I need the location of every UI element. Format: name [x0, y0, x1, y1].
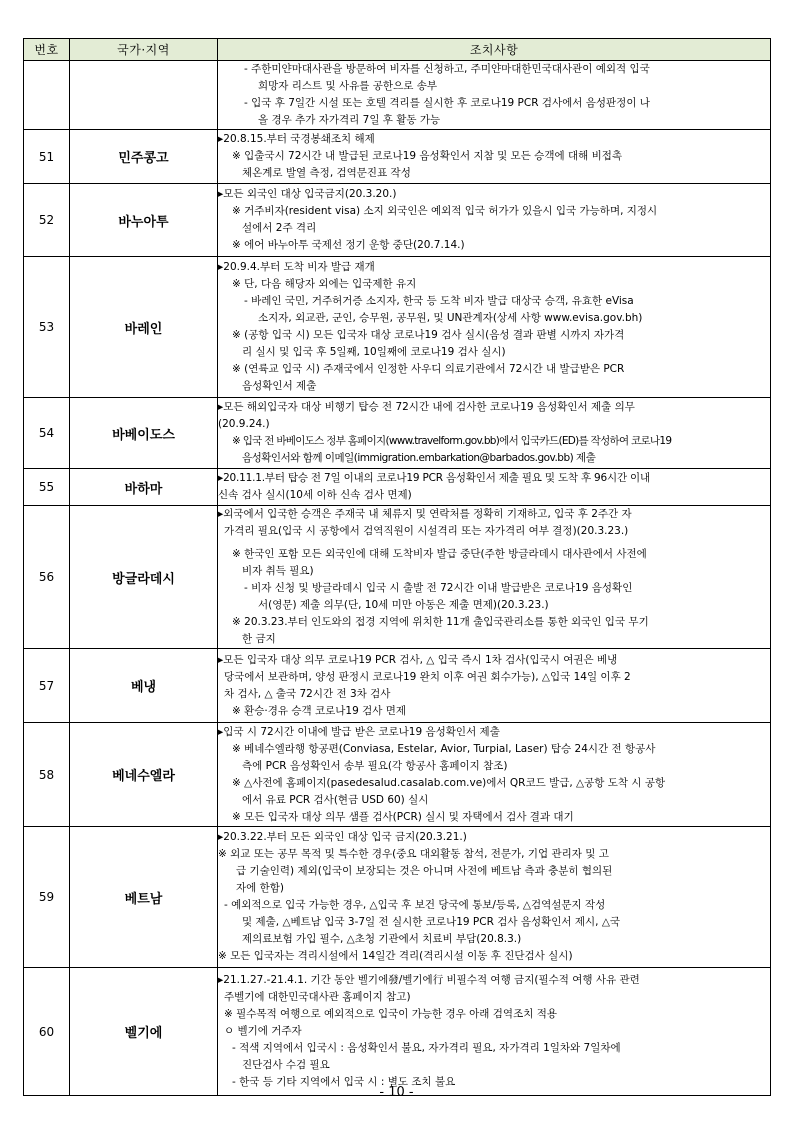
row-number: 57 [24, 649, 70, 723]
measures-table [23, 38, 771, 1096]
header-measures: 조치사항 [218, 39, 771, 61]
row-measures [218, 398, 771, 469]
header-country: 국가·지역 [70, 39, 218, 61]
table-row [24, 61, 771, 130]
measure-line: 올 경우 추가 자가격리 7일 후 활동 가능 [258, 114, 441, 126]
row-measures [218, 130, 771, 184]
measure-line: ※ 한국인 포함 모든 외국인에 대해 도착비자 발급 중단(주한 방글라데시 대사관에서 사전에 [232, 548, 647, 560]
measure-line: 진단검사 수검 필요 [242, 1059, 330, 1071]
measure-line: ▸20.11.1.부터 탑승 전 7일 이내의 코로나19 PCR 음성확인서 제출 필요 및 도착 후 96시간 이내 [218, 472, 650, 484]
measure-line: ※ △사전에 홈페이지(pasedesalud.casalab.com.ve)에서 QR코드 발급, △공항 도착 시 공항 [232, 776, 666, 789]
measure-line: (20.9.24.) [218, 418, 270, 430]
header-no: 번호 [24, 39, 70, 61]
measure-line: ※ 베네수엘라행 항공편(Conviasa, Estelar, Avior, Turpial, Laser) 탑승 24시간 전 항공사 [232, 742, 656, 755]
row-country: 바하마 [70, 469, 218, 506]
row-number: 55 [24, 469, 70, 506]
measure-line: 신속 검사 실시(10세 이하 신속 검사 면제) [218, 489, 412, 501]
measure-line: 급 기술인력) 제외(입국이 보장되는 것은 아니며 사전에 베트남 측과 충분히 협의된 [236, 865, 613, 877]
measure-line: ▸20.3.22.부터 모든 외국인 대상 입국 금지(20.3.21.) [218, 831, 467, 843]
measure-line: - 한국 등 기타 지역에서 입국 시 : 별도 조치 불요 [232, 1076, 456, 1088]
measure-line: - 바레인 국민, 거주허거증 소지자, 한국 등 도착 비자 발급 대상국 승객, 유효한 eVisa [244, 295, 634, 307]
row-country: 벨기에 [70, 968, 218, 1096]
measure-line: ※ 거주비자(resident visa) 소지 외국인은 예외적 입국 허가가 있을시 입국 가능하며, 지정시 [232, 205, 658, 217]
page-number: - 10 - [379, 1085, 414, 1100]
measure-line: ※ 에어 바누아투 국제선 정기 운항 중단(20.7.14.) [232, 239, 465, 251]
row-country: 베냉 [70, 649, 218, 723]
row-measures [218, 184, 771, 257]
table-row [24, 257, 771, 398]
table-row [24, 968, 771, 1096]
measure-line: 리 실시 및 입국 후 5일째, 10일째에 코로나19 검사 실시) [242, 346, 506, 358]
row-country: 바레인 [70, 257, 218, 398]
measure-line: ▸21.1.27.-21.4.1. 기간 동안 벨기에發/벨기에行 비필수적 여행 금지(필수적 여행 사유 관련 [218, 974, 640, 986]
measure-line: 측에 PCR 음성확인서 송부 필요(각 항공사 홈페이지 참조) [242, 759, 508, 772]
row-measures [218, 723, 771, 827]
measure-line: ※ 입출국시 72시간 내 발급된 코로나19 음성확인서 지참 및 모든 승객에 대해 비접촉 [232, 150, 623, 162]
row-country: 민주콩고 [70, 130, 218, 184]
measure-line: ▸20.9.4.부터 도착 비자 발급 재개 [218, 261, 375, 273]
row-measures [218, 61, 771, 130]
row-country: 베네수엘라 [70, 723, 218, 827]
row-country: 베트남 [70, 827, 218, 968]
table-row [24, 506, 771, 649]
measure-line: ※ 환승·경유 승객 코로나19 검사 면제 [232, 704, 407, 717]
measure-line: ※ (공항 입국 시) 모든 입국자 대상 코로나19 검사 실시(음성 결과 판별 시까지 자가격 [232, 329, 625, 341]
row-measures [218, 827, 771, 968]
measure-line: ▸20.8.15.부터 국경봉쇄조치 해제 [218, 133, 375, 145]
row-measures [218, 469, 771, 506]
measure-line: - 예외적으로 입국 가능한 경우, △입국 후 보건 당국에 통보/등록, △검역설문지 작성 [224, 899, 606, 911]
header-row [24, 39, 771, 61]
measure-line: ▸모든 외국인 대상 입국금지(20.3.20.) [218, 188, 397, 200]
measure-line: 체온계로 발열 측정, 검역문진표 작성 [242, 167, 411, 179]
measure-line: 가격리 필요(입국 시 공항에서 검역직원이 시설격리 또는 자가격리 여부 결정)(20.3.23.) [224, 525, 629, 537]
row-country: 바누아투 [70, 184, 218, 257]
row-number: 60 [24, 968, 70, 1096]
row-number: 59 [24, 827, 70, 968]
measure-line: ※ 입국 전 바베이도스 정부 홈페이지(www.travelform.gov.bb)에서 입국카드(ED)를 작성하여 코로나19 [232, 435, 672, 447]
row-number: 54 [24, 398, 70, 469]
measure-line: ▸모든 해외입국자 대상 비행기 탑승 전 72시간 내에 검사한 코로나19 음성확인서 제출 의무 [218, 401, 635, 413]
measure-line: 음성확인서와 함께 이메일(immigration.embarkation@barbados.gov.bb) 제출 [242, 452, 596, 464]
row-measures [218, 257, 771, 398]
row-number: 53 [24, 257, 70, 398]
row-country [70, 61, 218, 130]
row-measures [218, 968, 771, 1096]
row-number: 56 [24, 506, 70, 649]
measure-line: 서(영문) 제출 의무(단, 10세 미만 아동은 제출 면제)(20.3.23.) [258, 599, 549, 611]
measure-line: 비자 취득 필요) [242, 565, 314, 577]
table-row [24, 827, 771, 968]
measure-line: 차 검사, △ 출국 72시간 전 3차 검사 [224, 687, 391, 700]
measure-line: ▸모든 입국자 대상 의무 코로나19 PCR 검사, △ 입국 즉시 1차 검사(입국시 여권은 베냉 [218, 653, 618, 666]
measure-line: - 주한미얀마대사관을 방문하여 비자를 신청하고, 주미얀마대한민국대사관이 예외적 입국 [244, 63, 650, 75]
measure-line: 소지자, 외교관, 군인, 승무원, 공무원, 및 UN관계자(상세 사항 www.evisa.gov.bh) [258, 312, 643, 324]
measure-line: 희망자 리스트 및 사유를 공한으로 송부 [258, 80, 437, 92]
measure-line: - 비자 신청 및 방글라데시 입국 시 출발 전 72시간 이내 발급받은 코로나19 음성확인 [244, 582, 633, 594]
measure-line: ※ (연륙교 입국 시) 주재국에서 인정한 사우디 의료기관에서 72시간 내 발급받은 PCR [232, 363, 625, 375]
row-measures [218, 649, 771, 723]
table-row [24, 723, 771, 827]
measure-line: 음성확인서 제출 [242, 380, 317, 392]
table-row [24, 649, 771, 723]
measure-line: ※ 단, 다음 해당자 외에는 입국제한 유지 [232, 278, 417, 290]
table-row [24, 398, 771, 469]
table-row [24, 130, 771, 184]
measure-line: 주벨기에 대한민국대사관 홈페이지 참고) [224, 991, 411, 1003]
measure-line: 제의료보험 가입 필수, △초청 기관에서 치료비 부담(20.8.3.) [242, 933, 522, 945]
measure-line: - 적색 지역에서 입국시 : 음성확인서 불요, 자가격리 필요, 자가격리 1일차와 7일차에 [232, 1042, 621, 1054]
table-row [24, 184, 771, 257]
measure-line: ▸입국 시 72시간 이내에 발급 받은 코로나19 음성확인서 제출 [218, 725, 500, 738]
measure-line: 및 제출, △베트남 입국 3-7일 전 실시한 코로나19 PCR 검사 음성확인서 제시, △국 [242, 916, 621, 928]
measure-line: 한 금지 [242, 633, 276, 645]
row-country: 바베이도스 [70, 398, 218, 469]
measure-line: ※ 모든 입국자 대상 의무 샘플 검사(PCR) 실시 및 자택에서 검사 결과 대기 [232, 810, 574, 823]
measure-line: ▸외국에서 입국한 승객은 주재국 내 체류지 및 연락처를 정확히 기재하고, 입국 후 2주간 자 [218, 508, 632, 520]
measure-line: 당국에서 보관하며, 양성 판정시 코로나19 완치 이후 여권 회수가능), △입국 14일 이후 2 [224, 670, 631, 683]
measure-line: ※ 필수목적 여행으로 예외적으로 입국이 가능한 경우 아래 검역조치 적용 [224, 1008, 557, 1020]
measure-line: - 입국 후 7일간 시설 또는 호텔 격리를 실시한 후 코로나19 PCR 검사에서 음성판정이 나 [244, 97, 650, 109]
measure-line: 에서 유료 PCR 검사(현금 USD 60) 실시 [242, 793, 429, 806]
row-number [24, 61, 70, 130]
row-number: 51 [24, 130, 70, 184]
measure-line: 자에 한함) [236, 882, 285, 894]
measure-line: ※ 20.3.23.부터 인도와의 접경 지역에 위치한 11개 출입국관리소를 통한 외국인 입국 무기 [232, 616, 649, 628]
row-number: 58 [24, 723, 70, 827]
row-measures [218, 506, 771, 649]
table-row [24, 469, 771, 506]
row-number: 52 [24, 184, 70, 257]
measure-line: 설에서 2주 격리 [242, 222, 317, 234]
measure-line: ※ 모든 입국자는 격리시설에서 14일간 격리(격리시설 이동 후 진단검사 실시) [218, 950, 573, 962]
row-country: 방글라데시 [70, 506, 218, 649]
measure-line: ※ 외교 또는 공무 목적 및 특수한 경우(중요 대외활동 참석, 전문가, 기업 관리자 및 고 [218, 848, 609, 860]
measure-line: ㅇ 벨기에 거주자 [224, 1025, 302, 1037]
